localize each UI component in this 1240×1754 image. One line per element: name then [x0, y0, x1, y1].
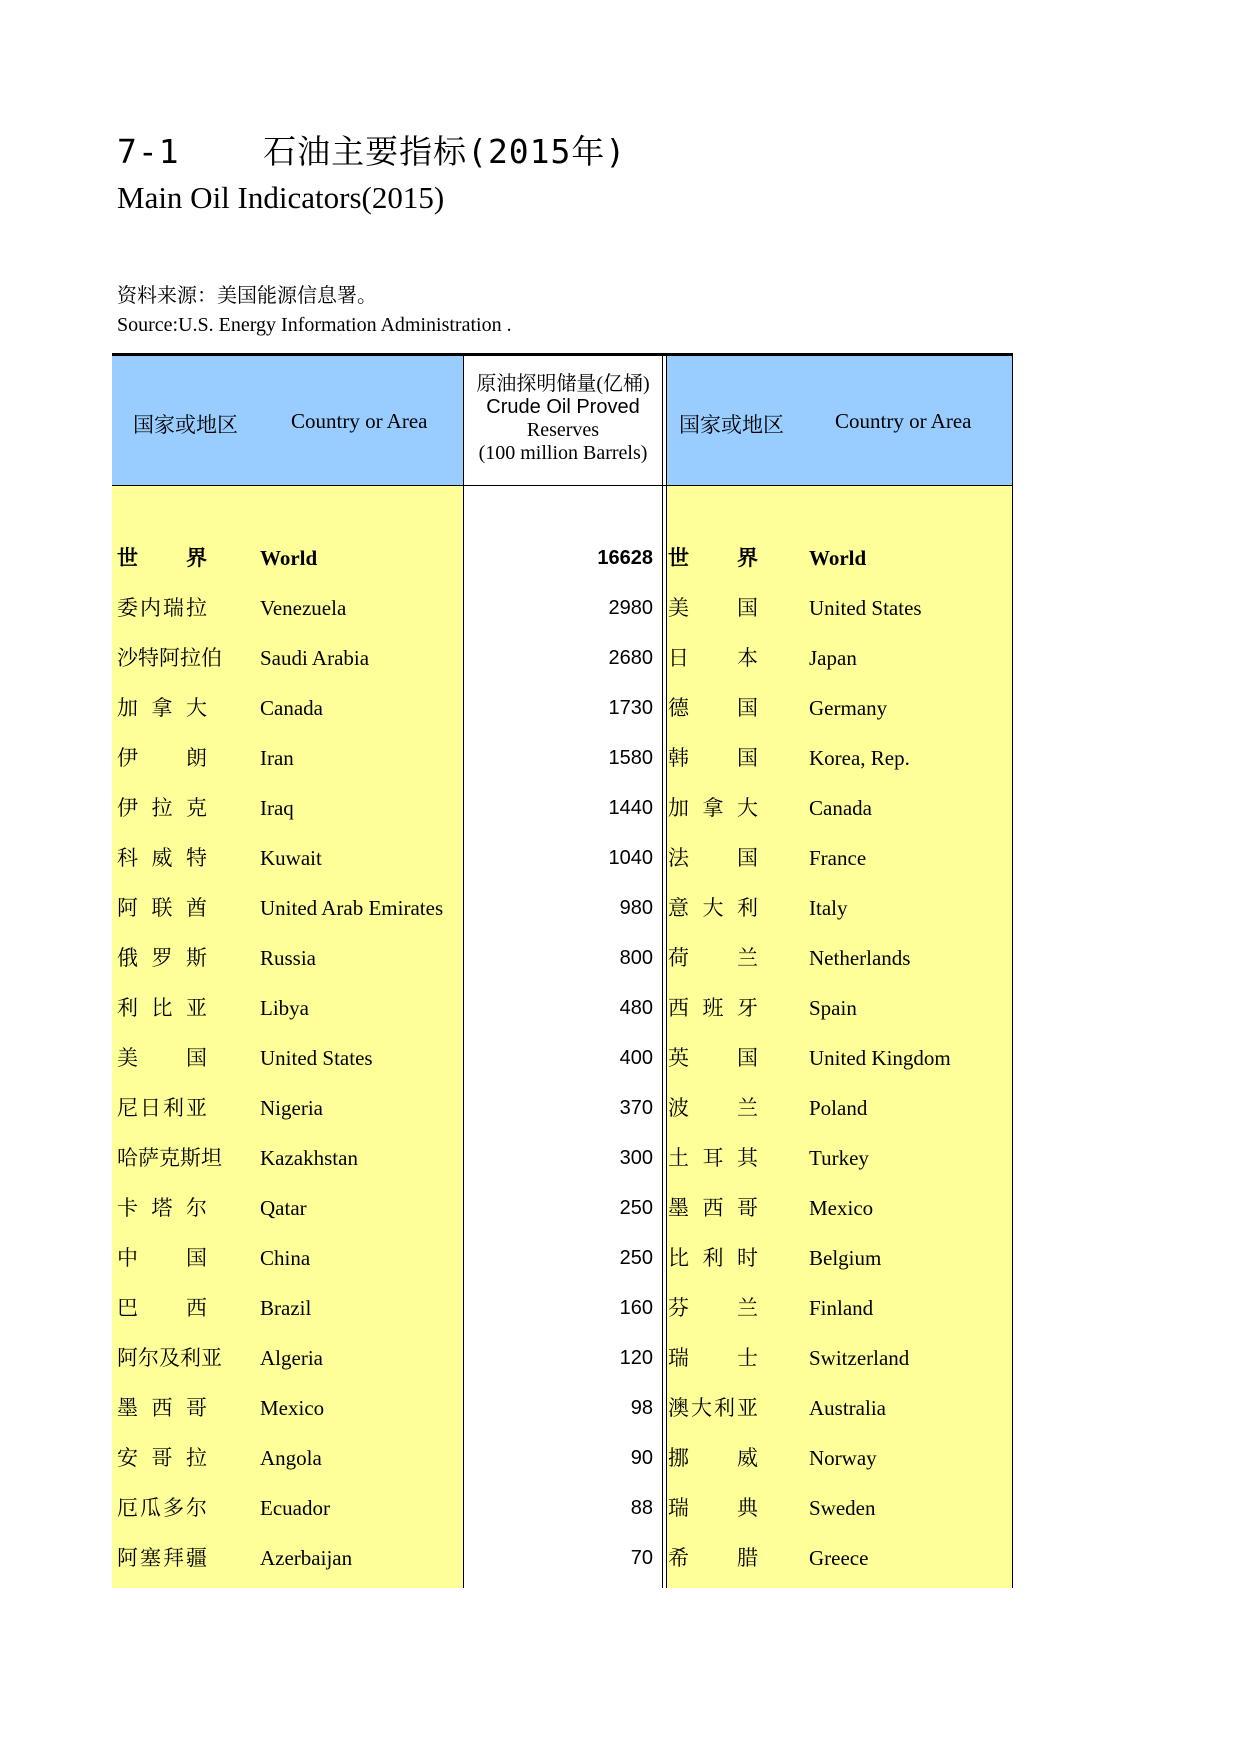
table-row	[112, 533, 1013, 583]
reserves-value: 800	[619, 947, 653, 969]
country-cn-right: 意大利	[668, 896, 758, 920]
reserves-value: 250	[619, 1247, 653, 1269]
country-en-right: Italy	[809, 896, 848, 920]
country-cn: 安哥拉	[117, 1446, 207, 1470]
country-en-right: Korea, Rep.	[809, 746, 910, 770]
country-cn-right: 挪威	[668, 1446, 758, 1470]
country-cn-right: 墨西哥	[668, 1196, 758, 1220]
reserves-value: 1730	[608, 697, 653, 719]
country-en: World	[260, 546, 318, 570]
country-cn-right: 世界	[668, 545, 758, 570]
country-en-right: Netherlands	[809, 946, 911, 970]
table-row	[112, 683, 1013, 733]
country-cn: 中国	[117, 1246, 207, 1270]
source-note-en: Source:U.S. Energy Information Administration .	[117, 314, 512, 336]
country-en-right: Sweden	[809, 1496, 876, 1520]
country-en-right: Turkey	[809, 1146, 869, 1170]
table-row	[112, 1433, 1013, 1483]
table-row	[112, 1383, 1013, 1433]
country-en: Brazil	[260, 1296, 312, 1320]
country-cn-right: 比利时	[668, 1246, 758, 1270]
country-en: Libya	[260, 996, 309, 1020]
table-row	[112, 1283, 1013, 1333]
country-cn-right: 日本	[668, 646, 758, 670]
reserves-value: 16628	[597, 547, 653, 569]
table-row	[112, 1333, 1013, 1383]
table-row	[112, 983, 1013, 1033]
reserves-value: 70	[630, 1547, 653, 1569]
table-row	[112, 1033, 1013, 1083]
country-en-right: Norway	[809, 1446, 877, 1470]
country-cn-right: 波兰	[668, 1096, 758, 1120]
header-country-cn-left: 国家或地区	[133, 413, 238, 437]
country-en: Iran	[260, 746, 294, 770]
country-en: Angola	[260, 1446, 322, 1470]
country-cn-right: 法国	[668, 846, 758, 870]
table-row	[112, 783, 1013, 833]
country-en-right: United Kingdom	[809, 1046, 951, 1070]
country-cn-right: 瑞典	[668, 1496, 758, 1520]
country-en: Russia	[260, 946, 317, 970]
country-en: Kuwait	[260, 846, 322, 870]
country-en-right: Spain	[809, 996, 857, 1020]
table-top-border	[112, 353, 1013, 356]
country-en-right: Finland	[809, 1296, 874, 1320]
country-cn-right: 希腊	[668, 1546, 758, 1570]
country-cn: 阿联酋	[117, 896, 207, 920]
country-en: Azerbaijan	[260, 1546, 353, 1570]
reserves-value: 1440	[608, 797, 653, 819]
country-cn: 尼日利亚	[117, 1096, 207, 1120]
country-cn-right: 瑞士	[668, 1346, 758, 1370]
country-cn-right: 荷兰	[668, 946, 758, 970]
table-row	[112, 1483, 1013, 1533]
country-en-right: Poland	[809, 1096, 868, 1120]
country-en: Nigeria	[260, 1096, 323, 1120]
header-reserves-en-1: Crude Oil Proved	[486, 396, 640, 418]
country-cn: 沙特阿拉伯	[117, 646, 222, 670]
reserves-value: 120	[619, 1347, 653, 1369]
country-en-right: Greece	[809, 1546, 869, 1570]
country-cn-right: 韩国	[668, 746, 758, 770]
country-cn: 巴西	[117, 1296, 207, 1320]
country-cn: 阿塞拜疆	[117, 1546, 207, 1570]
country-cn: 厄瓜多尔	[117, 1496, 207, 1520]
country-cn-right: 澳大利亚	[668, 1396, 758, 1420]
source-note-cn: 资料来源：美国能源信息署。	[117, 283, 377, 307]
reserves-value: 88	[630, 1497, 653, 1519]
reserves-value: 90	[630, 1447, 653, 1469]
table-row	[112, 1233, 1013, 1283]
reserves-value: 400	[619, 1047, 653, 1069]
country-en-right: Australia	[809, 1396, 886, 1420]
country-cn: 哈萨克斯坦	[117, 1146, 222, 1170]
country-en-right: France	[809, 846, 867, 870]
country-cn: 伊朗	[117, 746, 207, 770]
country-cn: 墨西哥	[117, 1396, 207, 1420]
country-cn: 伊拉克	[117, 796, 207, 820]
table-row	[112, 733, 1013, 783]
country-en: Ecuador	[260, 1496, 330, 1520]
reserves-value: 2980	[608, 597, 653, 619]
table-row	[112, 1183, 1013, 1233]
country-cn-right: 美国	[668, 596, 758, 620]
country-en: Qatar	[260, 1196, 307, 1220]
country-en-right: Germany	[809, 696, 888, 720]
header-country-cn-right: 国家或地区	[679, 413, 784, 437]
country-cn: 利比亚	[117, 996, 207, 1020]
oil-indicators-table	[112, 353, 1013, 1588]
reserves-value: 300	[619, 1147, 653, 1169]
country-cn-right: 西班牙	[668, 996, 758, 1020]
table-row	[112, 833, 1013, 883]
table-row	[112, 1133, 1013, 1183]
header-reserves	[464, 373, 662, 465]
country-en-right: Japan	[809, 646, 857, 670]
country-cn: 卡塔尔	[117, 1196, 207, 1220]
country-en: Mexico	[260, 1396, 325, 1420]
country-en: Kazakhstan	[260, 1146, 358, 1170]
country-cn: 科威特	[117, 846, 207, 870]
country-cn-right: 英国	[668, 1046, 758, 1070]
header-reserves-en-2: Reserves	[526, 419, 600, 441]
country-cn-right: 芬兰	[668, 1296, 758, 1320]
country-en-right: World	[809, 546, 867, 570]
reserves-value: 980	[619, 897, 653, 919]
table-row	[112, 1083, 1013, 1133]
table-row	[112, 883, 1013, 933]
reserves-value: 1580	[608, 747, 653, 769]
country-en-right: Switzerland	[809, 1346, 910, 1370]
header-bottom-border	[112, 485, 1013, 486]
country-cn: 委内瑞拉	[117, 596, 207, 620]
country-en: United Arab Emirates	[260, 896, 444, 920]
reserves-value: 370	[619, 1097, 653, 1119]
country-en-right: Canada	[809, 796, 872, 820]
header-reserves-cn: 原油探明储量(亿桶)	[476, 373, 650, 395]
reserves-value: 1040	[608, 847, 653, 869]
page-title-en: Main Oil Indicators(2015)	[117, 180, 445, 215]
country-cn: 世界	[117, 545, 207, 570]
header-country-en-right: Country or Area	[835, 409, 972, 433]
header-reserves-unit: (100 million Barrels)	[478, 442, 648, 464]
table-row	[112, 583, 1013, 633]
reserves-value: 250	[619, 1197, 653, 1219]
table-row	[112, 933, 1013, 983]
country-cn: 加拿大	[117, 696, 207, 720]
country-cn-right: 加拿大	[668, 796, 758, 820]
country-en-right: United States	[809, 596, 922, 620]
country-cn-right: 土耳其	[668, 1146, 758, 1170]
header-country-en-left: Country or Area	[291, 409, 428, 433]
country-en: Canada	[260, 696, 323, 720]
country-en: Iraq	[260, 796, 294, 820]
reserves-value: 98	[630, 1397, 653, 1419]
reserves-value: 2680	[608, 647, 653, 669]
country-en: China	[260, 1246, 311, 1270]
country-cn-right: 德国	[668, 696, 758, 720]
country-en: Venezuela	[260, 596, 347, 620]
country-en: Algeria	[260, 1346, 323, 1370]
country-en: United States	[260, 1046, 373, 1070]
country-en-right: Belgium	[809, 1246, 882, 1270]
table-row	[112, 633, 1013, 683]
country-en: Saudi Arabia	[260, 646, 370, 670]
country-cn: 美国	[117, 1046, 207, 1070]
country-cn: 俄罗斯	[117, 946, 207, 970]
country-cn: 阿尔及利亚	[117, 1346, 222, 1370]
reserves-value: 480	[619, 997, 653, 1019]
country-en-right: Mexico	[809, 1196, 874, 1220]
page-title-cn: 7-1 石油主要指标(2015年)	[117, 132, 627, 171]
table-row	[112, 1533, 1013, 1583]
reserves-value: 160	[619, 1297, 653, 1319]
